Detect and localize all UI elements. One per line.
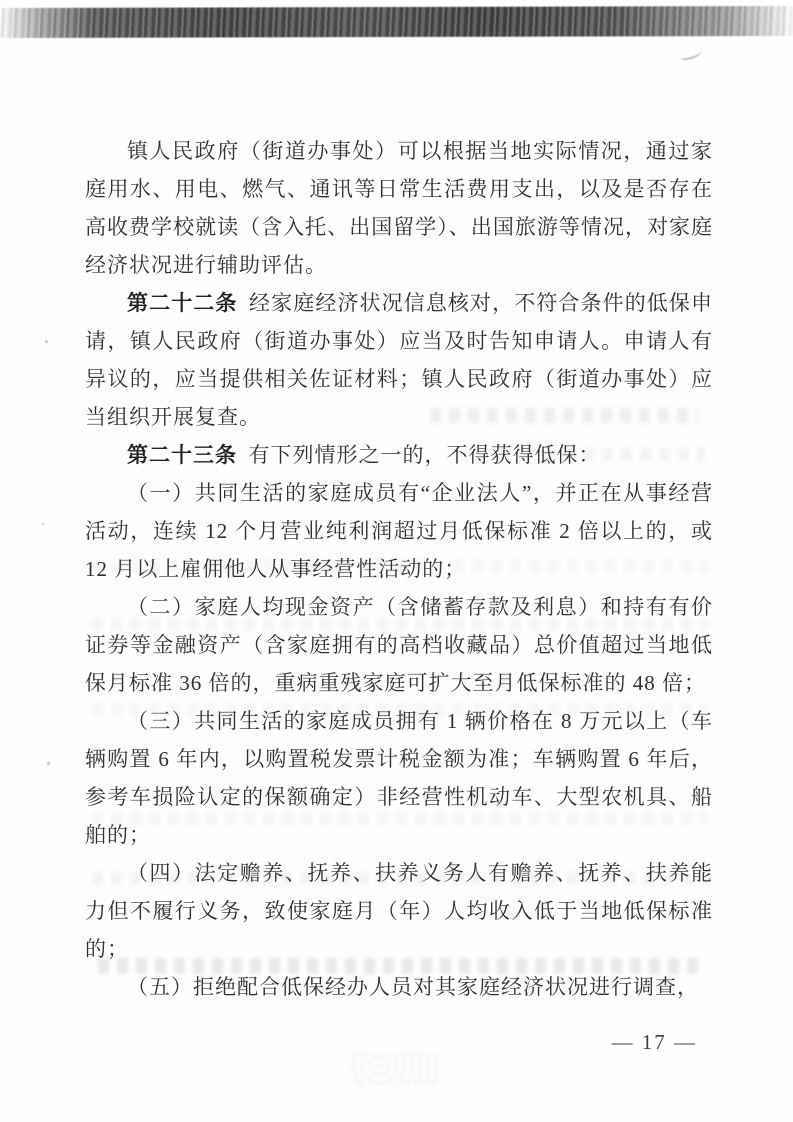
page-number: — 17 — <box>611 1030 697 1054</box>
paragraph-text: （五）拒绝配合低保经办人员对其家庭经济状况进行调查， <box>127 975 699 999</box>
pencil-mark-artifact <box>679 45 703 61</box>
document-body <box>85 132 713 1006</box>
paragraph-article-23 <box>85 436 713 474</box>
paragraph-text: 经家庭经济状况信息核对，不符合条件的低保申请，镇人民政府（街道办事处）应当及时告知申请人。申请人有异议的，应当提供相关佐证材料；镇人民政府（街道办事处）应当组织开展复查。 <box>85 291 714 429</box>
paragraph-item-2 <box>85 588 713 702</box>
scan-speck <box>47 762 50 765</box>
paragraph-item-1 <box>85 474 713 588</box>
article-number: 第二十三条 <box>127 443 237 467</box>
paragraph-article-22 <box>85 284 713 436</box>
scan-speck <box>42 523 44 525</box>
article-number: 第二十二条 <box>127 291 238 315</box>
paragraph-text: （二）家庭人均现金资产（含储蓄存款及利息）和持有有价证券等金融资产（含家庭拥有的高档收藏品）总价值超过当地低保月标准 36 倍的，重病重残家庭可扩大至月低保标准的 48 倍； <box>85 595 713 695</box>
paragraph-intro <box>85 132 713 284</box>
paragraph-text: 有下列情形之一的，不得获得低保： <box>248 443 601 467</box>
paragraph-text: （三）共同生活的家庭成员拥有 1 辆价格在 8 万元以上（车辆购置 6 年内，以购置税发票计税金额为准；车辆购置 6 年后，参考车损险认定的保额确定）非经营性机动车、大型农机具、船舶的； <box>85 709 713 847</box>
scan-speck <box>45 340 48 343</box>
paragraph-item-5 <box>85 968 713 1006</box>
paragraph-text: 镇人民政府（街道办事处）可以根据当地实际情况，通过家庭用水、用电、燃气、通讯等日常生活费用支出，以及是否存在高收费学校就读（含入托、出国留学）、出国旅游等情况，对家庭经济状况进行辅助评估。 <box>85 139 713 277</box>
paragraph-item-4 <box>85 854 713 968</box>
paragraph-text: （一）共同生活的家庭成员有“企业法人”，并正在从事经营活动，连续 12 个月营业纯利润超过月低保标准 2 倍以上的，或 12 月以上雇佣他人从事经营性活动的； <box>85 481 713 581</box>
scan-artifact-band <box>0 6 793 38</box>
paragraph-item-3 <box>85 702 713 854</box>
paragraph-text: （四）法定赡养、抚养、扶养义务人有赡养、抚养、扶养能力但不履行义务，致使家庭月（年）人均收入低于当地低保标准的； <box>85 861 713 961</box>
bleedthrough-smudge <box>352 1052 442 1086</box>
